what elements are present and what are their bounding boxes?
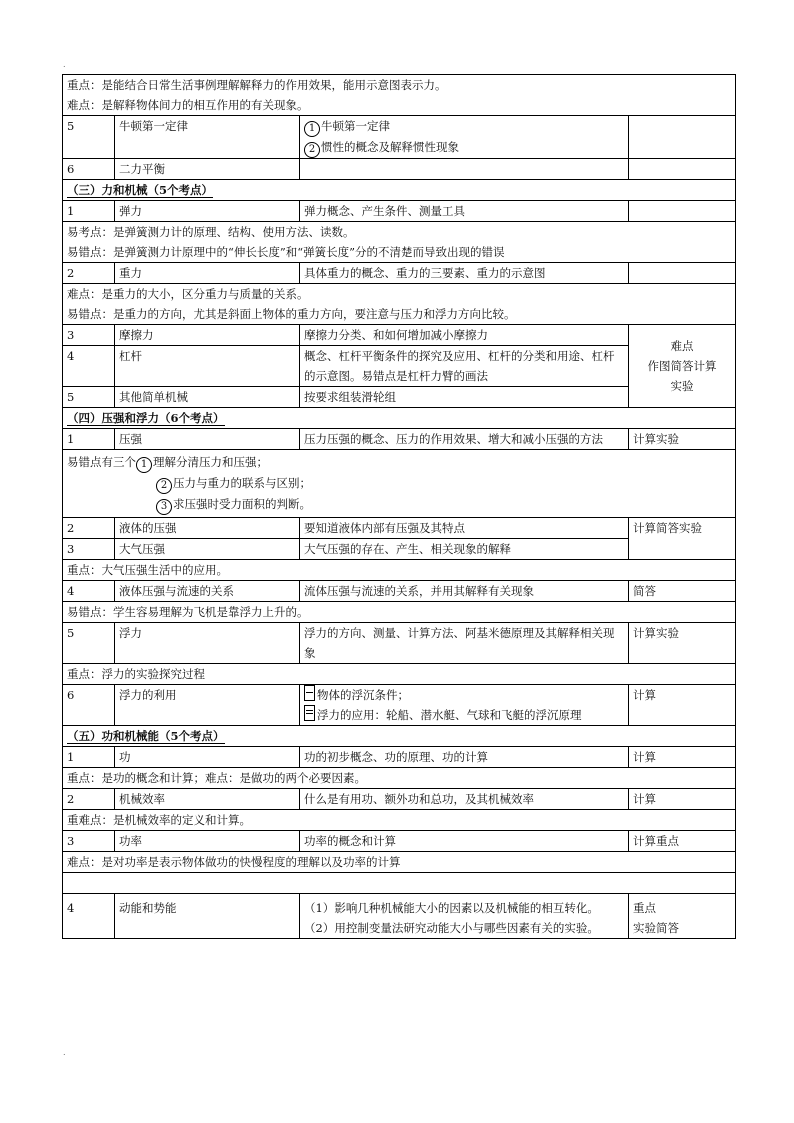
note-text: 重点：是功的概念和计算；难点：是做功的两个必要因素。 <box>63 768 736 789</box>
topic-name: 大气压强 <box>115 539 300 560</box>
topic-note: 计算 <box>629 685 736 726</box>
note-text: 重点：大气压强生活中的应用。 <box>63 560 736 581</box>
row-number: 2 <box>63 789 115 810</box>
topic-description: 按要求组装滑轮组 <box>300 387 629 408</box>
note-text: 难点：是解释物体间力的相互作用的有关现象。 <box>67 98 309 112</box>
topic-note: 计算重点 <box>629 831 736 852</box>
table-row <box>63 685 736 726</box>
topic-name: 二力平衡 <box>115 159 300 180</box>
topic-note: 计算 <box>629 789 736 810</box>
topic-name: 动能和势能 <box>115 894 300 939</box>
note-text: 易考点：是弹簧测力计的原理、结构、使用方法、读数。 <box>67 225 355 239</box>
table-row <box>63 429 736 450</box>
topic-note <box>629 201 736 222</box>
table-row <box>63 894 736 939</box>
topic-note: 计算简答实验 <box>629 518 736 560</box>
topic-name: 浮力的利用 <box>115 685 300 726</box>
row-number: 4 <box>63 894 115 939</box>
topic-description: 物体的浮沉条件； 浮力的应用：轮船、潜水艇、气球和飞艇的浮沉原理 <box>300 685 629 726</box>
row-number: 4 <box>63 581 115 602</box>
note-text: 易错点：是重力的方向，尤其是斜面上物体的重力方向，要注意与压力和浮力方向比较。 <box>67 307 516 321</box>
table-row <box>63 873 736 894</box>
note-text: 难点：是对功率是表示物体做功的快慢程度的理解以及功率的计算 <box>63 852 736 873</box>
note-text: 难点：是重力的大小，区分重力与质量的关系。 <box>67 287 309 301</box>
topic-name: 压强 <box>115 429 300 450</box>
topic-description: 压力压强的概念、压力的作用效果、增大和减小压强的方法 <box>300 429 629 450</box>
table-row <box>63 664 736 685</box>
topic-note: 计算实验 <box>629 429 736 450</box>
table-row <box>63 75 736 116</box>
circled-number-1-icon: 1 <box>304 121 320 137</box>
topic-description: 弹力概念、产生条件、测量工具 <box>300 201 629 222</box>
table-row <box>63 581 736 602</box>
circled-number-1-icon: 1 <box>136 457 152 473</box>
topic-note <box>629 159 736 180</box>
topic-name: 功 <box>115 747 300 768</box>
topic-name: 牛顿第一定律 <box>115 116 300 159</box>
section-row <box>63 180 736 201</box>
row-number: 1 <box>63 747 115 768</box>
page-marker-top: . <box>63 60 66 69</box>
row-number: 5 <box>63 387 115 408</box>
exam-points-table <box>62 74 736 939</box>
topic-name: 液体的压强 <box>115 518 300 539</box>
section-row <box>63 726 736 747</box>
table-row <box>63 159 736 180</box>
row-number: 2 <box>63 263 115 284</box>
table-row <box>63 201 736 222</box>
chinese-numeral-one-icon <box>304 685 315 701</box>
topic-description: 摩擦力分类、和如何增加减小摩擦力 <box>300 325 629 346</box>
topic-note: 计算实验 <box>629 623 736 664</box>
topic-name: 杠杆 <box>115 346 300 387</box>
topic-description: 什么是有用功、额外功和总功，及其机械效率 <box>300 789 629 810</box>
table-row <box>63 222 736 263</box>
table-row <box>63 852 736 873</box>
topic-name: 摩擦力 <box>115 325 300 346</box>
note-text: 重点：是能结合日常生活事例理解解释力的作用效果，能用示意图表示力。 <box>67 78 447 92</box>
topic-description: 流体压强与流速的关系，并用其解释有关现象 <box>300 581 629 602</box>
topic-name: 弹力 <box>115 201 300 222</box>
note-text: 重难点：是机械效率的定义和计算。 <box>63 810 736 831</box>
topic-description: （1）影响几种机械能大小的因素以及机械能的相互转化。 （2）用控制变量法研究动能大小与哪些因素有关的实验。 <box>300 894 629 939</box>
topic-note: 计算 <box>629 747 736 768</box>
note-text: 易错点：是弹簧测力计原理中的“伸长长度”和“弹簧长度”分的不清楚而导致出现的错误 <box>67 245 505 259</box>
topic-name: 其他简单机械 <box>115 387 300 408</box>
topic-name: 功率 <box>115 831 300 852</box>
table-row <box>63 623 736 664</box>
table-row <box>63 284 736 325</box>
topic-name: 重力 <box>115 263 300 284</box>
topic-note: 简答 <box>629 581 736 602</box>
note-text: 易错点有三个 <box>67 455 136 469</box>
row-number: 1 <box>63 201 115 222</box>
table-row <box>63 768 736 789</box>
topic-description: 功的初步概念、功的原理、功的计算 <box>300 747 629 768</box>
topic-description: 浮力的方向、测量、计算方法、阿基米德原理及其解释相关现象 <box>300 623 629 664</box>
circled-number-2-icon: 2 <box>156 478 172 494</box>
topic-note: 难点 作图简答计算 实验 <box>629 325 736 408</box>
table-row: 易错点有三个 1 理解分清压力和压强； 2 压力与重力的联系与区别； 3 求压强时受力面积的判断。 <box>63 450 736 518</box>
section-heading: （五）功和机械能（5个考点） <box>67 729 225 743</box>
row-number: 5 <box>63 116 115 159</box>
row-number: 6 <box>63 159 115 180</box>
chinese-numeral-two-icon <box>304 705 315 721</box>
circled-number-2-icon: 2 <box>304 142 320 158</box>
topic-description <box>300 159 629 180</box>
note-text: 重点：浮力的实验探究过程 <box>63 664 736 685</box>
circled-number-3-icon: 3 <box>156 499 172 515</box>
row-number: 4 <box>63 346 115 387</box>
table-row <box>63 518 736 539</box>
topic-name: 机械效率 <box>115 789 300 810</box>
section-heading: （三）力和机械（5个考点） <box>67 183 214 197</box>
row-number: 3 <box>63 325 115 346</box>
row-number: 3 <box>63 831 115 852</box>
row-number: 5 <box>63 623 115 664</box>
topic-description: 大气压强的存在、产生、相关现象的解释 <box>300 539 629 560</box>
empty-row <box>63 873 736 894</box>
table-row <box>63 831 736 852</box>
topic-note <box>629 263 736 284</box>
table-row <box>63 602 736 623</box>
row-number: 3 <box>63 539 115 560</box>
table-row <box>63 789 736 810</box>
topic-description: 1 牛顿第一定律 2 惯性的概念及解释惯性现象 <box>300 116 629 159</box>
topic-description: 功率的概念和计算 <box>300 831 629 852</box>
row-number: 1 <box>63 429 115 450</box>
table-row <box>63 810 736 831</box>
topic-description: 要知道液体内部有压强及其特点 <box>300 518 629 539</box>
topic-description: 具体重力的概念、重力的三要素、重力的示意图 <box>300 263 629 284</box>
topic-description: 概念、杠杆平衡条件的探究及应用、杠杆的分类和用途、杠杆的示意图。易错点是杠杆力臂的画法 <box>300 346 629 387</box>
note-text: 易错点：学生容易理解为飞机是靠浮力上升的。 <box>63 602 736 623</box>
table-row <box>63 116 736 159</box>
section-row <box>63 408 736 429</box>
topic-note <box>629 116 736 159</box>
table-row <box>63 560 736 581</box>
topic-name: 液体压强与流速的关系 <box>115 581 300 602</box>
section-heading: （四）压强和浮力（6个考点） <box>67 411 225 425</box>
row-number: 2 <box>63 518 115 539</box>
table-row <box>63 263 736 284</box>
topic-note: 重点 实验简答 <box>629 894 736 939</box>
topic-name: 浮力 <box>115 623 300 664</box>
row-number: 6 <box>63 685 115 726</box>
table-row <box>63 747 736 768</box>
page-marker-bottom: . <box>63 1048 66 1057</box>
table-row <box>63 325 736 346</box>
